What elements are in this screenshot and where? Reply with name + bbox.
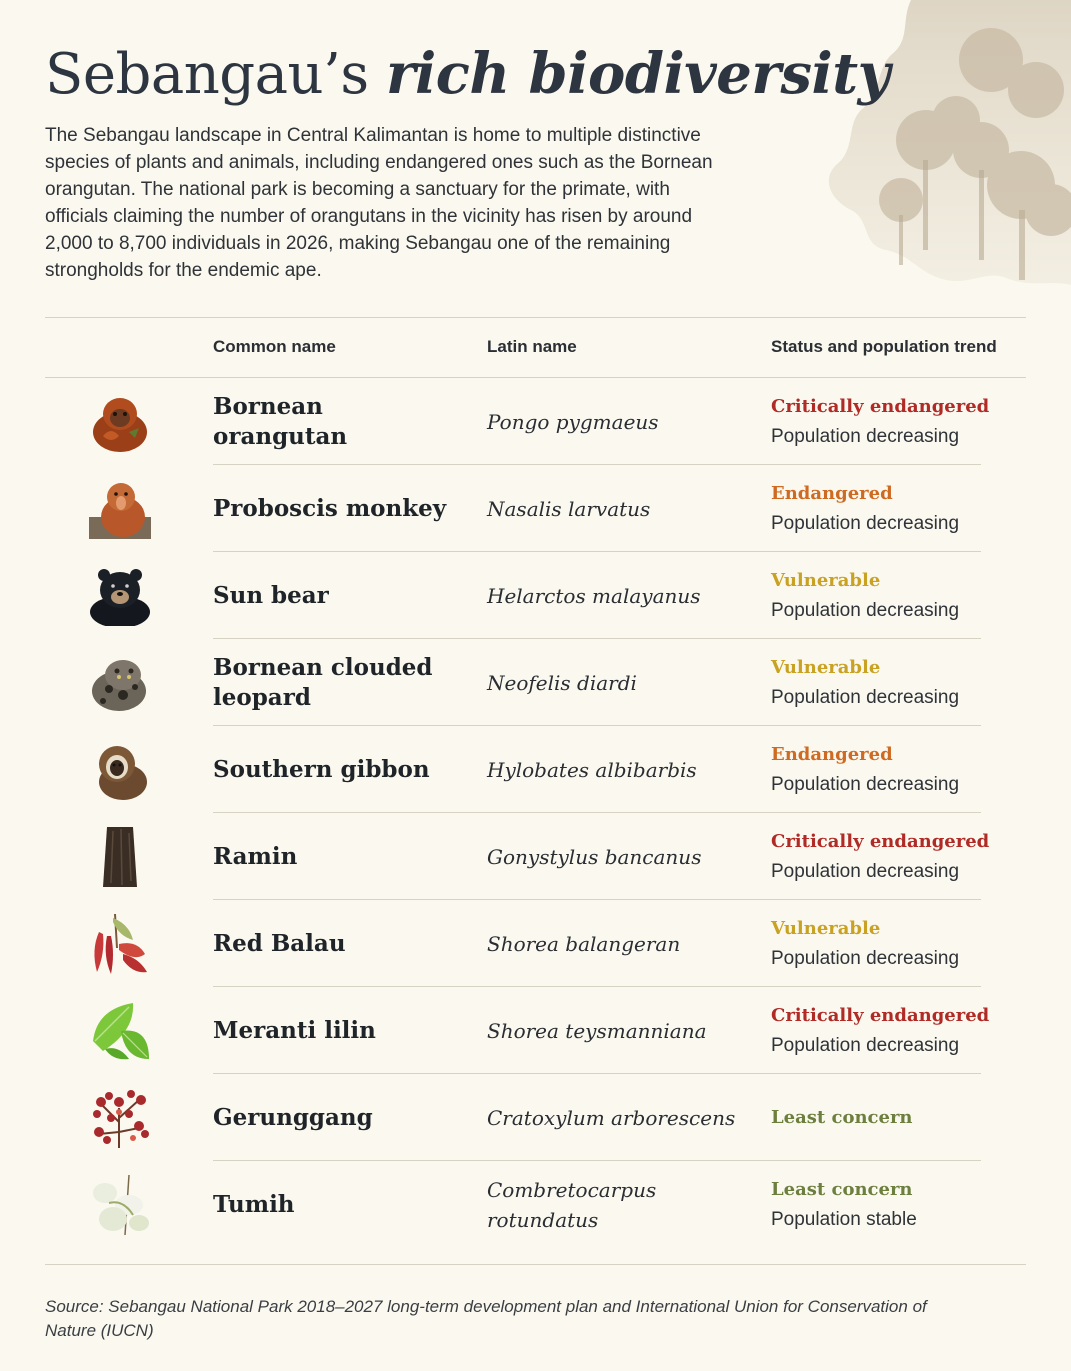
header-status: Status and population trend <box>771 337 997 356</box>
title-main: Sebangau’s <box>45 42 369 107</box>
population-trend: Population decreasing <box>771 512 960 534</box>
status-cell <box>771 378 1031 465</box>
status-cell <box>771 1161 1031 1248</box>
status-badge: Critically endangered <box>771 830 990 852</box>
table-row <box>45 1161 981 1248</box>
table-row <box>45 987 990 1074</box>
table-row <box>45 639 981 726</box>
common-name: Southern gibbon <box>213 755 430 783</box>
status-badge: Critically endangered <box>771 1004 990 1026</box>
table-row <box>45 378 990 465</box>
sun-bear-icon <box>89 566 151 626</box>
table-row <box>45 1074 981 1161</box>
status-badge: Endangered <box>771 482 893 504</box>
page-title <box>45 36 890 113</box>
red-flowers-icon <box>89 1088 151 1148</box>
tree-trunk-icon <box>89 827 151 887</box>
gibbon-icon <box>89 740 151 800</box>
bottom-divider <box>45 1264 1026 1265</box>
population-trend: Population decreasing <box>771 773 960 795</box>
status-badge: Vulnerable <box>771 656 881 678</box>
latin-name: Gonystylus bancanus <box>487 844 702 869</box>
status-cell <box>771 465 1031 552</box>
status-badge: Vulnerable <box>771 569 881 591</box>
latin-name: Pongo pygmaeus <box>487 409 659 434</box>
table-row <box>45 465 981 552</box>
status-cell <box>771 900 1031 987</box>
latin-name: Helarctos malayanus <box>487 583 701 608</box>
latin-name: Neofelis diardi <box>487 670 637 695</box>
common-name: Bornean clouded leopard <box>213 653 433 711</box>
status-cell <box>771 987 1031 1074</box>
common-name: Tumih <box>213 1190 295 1218</box>
population-trend: Population stable <box>771 1208 917 1230</box>
status-cell <box>771 726 1031 813</box>
latin-name: Hylobates albibarbis <box>487 757 697 782</box>
latin-name: Shorea balangeran <box>487 931 681 956</box>
latin-name: Shorea teysmanniana <box>487 1018 707 1043</box>
population-trend: Population decreasing <box>771 686 960 708</box>
status-cell <box>771 813 1031 900</box>
orangutan-icon <box>89 392 151 452</box>
source-note: Source: Sebangau National Park 2018–2027 long-term development plan and International Union for Conservation of Nature (IUCN) <box>45 1297 927 1340</box>
latin-name: Cratoxylum arborescens <box>487 1105 736 1130</box>
header-common-name: Common name <box>213 337 336 356</box>
status-badge: Least concern <box>771 1106 913 1128</box>
common-name: Sun bear <box>213 581 329 609</box>
top-divider <box>45 317 1026 318</box>
status-cell <box>771 639 1031 726</box>
status-badge: Critically endangered <box>771 395 990 417</box>
common-name: Proboscis monkey <box>213 494 447 522</box>
table-row <box>45 726 981 813</box>
status-cell <box>771 552 1031 639</box>
green-leaf-icon <box>89 1001 151 1061</box>
status-badge: Vulnerable <box>771 917 881 939</box>
intro-paragraph: The Sebangau landscape in Central Kalimantan is home to multiple distinctive species of plants and animals, including endangered ones such as the Bornean orangutan. The national park is becoming a sanctuary for the primate, with officials claiming the number of orangutans in the vicinity has risen by around 2,000 to 8,700 individuals in 2026, making Sebangau one of the remaining strongholds for the endemic ape. <box>45 125 713 281</box>
status-badge: Endangered <box>771 743 893 765</box>
latin-name: Nasalis larvatus <box>487 496 651 521</box>
population-trend: Population decreasing <box>771 1034 960 1056</box>
common-name: Gerunggang <box>213 1103 373 1131</box>
population-trend: Population decreasing <box>771 860 960 882</box>
table-row <box>45 900 981 987</box>
header-latin-name: Latin name <box>487 337 577 356</box>
red-seed-pods-icon <box>89 914 151 974</box>
common-name: Bornean orangutan <box>213 392 348 450</box>
population-trend: Population decreasing <box>771 947 960 969</box>
population-trend: Population decreasing <box>771 599 960 621</box>
status-badge: Least concern <box>771 1178 913 1200</box>
common-name: Red Balau <box>213 929 346 957</box>
title-emphasis: rich biodiversity <box>385 41 890 107</box>
table-row <box>45 552 981 639</box>
latin-name: Combretocarpus rotundatus <box>487 1177 657 1232</box>
clouded-leopard-icon <box>89 653 151 713</box>
common-name: Ramin <box>213 842 298 870</box>
population-trend: Population decreasing <box>771 425 960 447</box>
table-row <box>45 813 990 900</box>
common-name: Meranti lilin <box>213 1016 376 1044</box>
proboscis-monkey-icon <box>89 479 151 539</box>
white-flower-icon <box>89 1175 151 1235</box>
status-cell <box>771 1074 1031 1161</box>
